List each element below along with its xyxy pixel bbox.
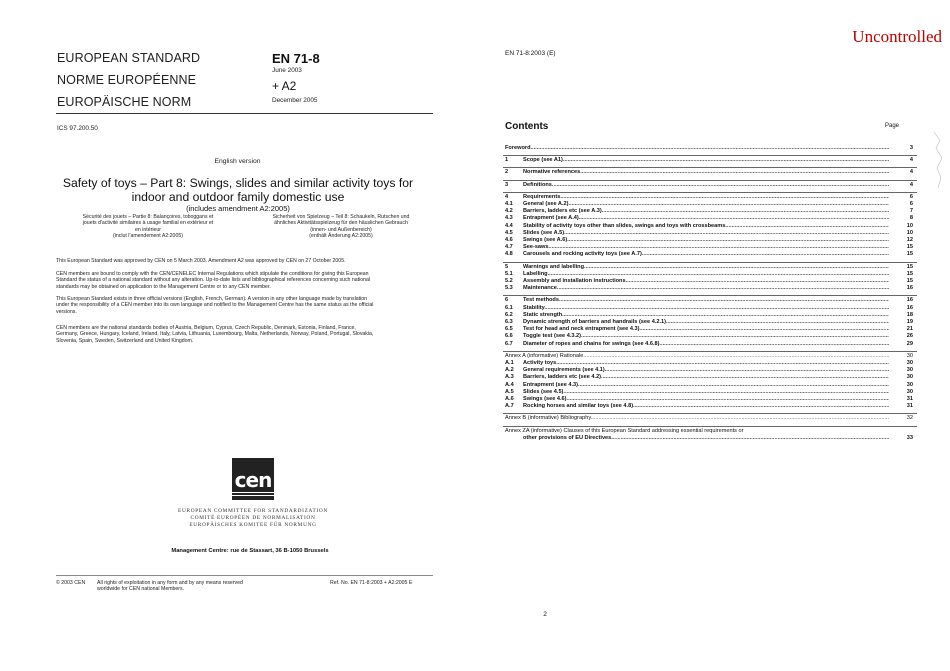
scan-mark bbox=[930, 130, 948, 190]
bodies-line: Slovenia, Spain, Sweden, Switzerland and United Kingdom. bbox=[56, 337, 194, 344]
toc-entry bbox=[505, 251, 915, 258]
toc-entry-number: 5.1 bbox=[505, 270, 513, 277]
french-title-line: jouets d'activité similaires à usage familial en extérieur et bbox=[82, 220, 214, 227]
toc-entry bbox=[505, 244, 915, 251]
toc-separator bbox=[503, 262, 917, 263]
toc-entry bbox=[505, 194, 915, 201]
toc-entry-title: Diameter of ropes and chains for swings (see 4.6.8) ..... bbox=[523, 341, 889, 348]
toc-entry-page: 6 bbox=[909, 201, 913, 207]
toc-entry-number: 5.2 bbox=[505, 278, 513, 284]
members-line: CEN members are bound to comply with the CEN/CENELEC Internal Regulations which stipulate the conditions for giving this European bbox=[56, 271, 369, 277]
toc-entry-page: 4 bbox=[909, 181, 913, 188]
bodies-line: CEN members are the national standards bodies of Austria, Belgium, Cyprus, Czech Republic, Denmark, Estonia, Finland, France, bbox=[56, 325, 356, 331]
toc-entry-title: Static strength ..... bbox=[523, 312, 889, 319]
toc-entry-title: Entrapment (see 4.3) ..... bbox=[523, 382, 889, 389]
french-title-line: en intérieur bbox=[135, 226, 161, 233]
versions-paragraph bbox=[56, 296, 441, 315]
toc-entry-title: Normative references ..... bbox=[523, 169, 889, 176]
toc-entry-number: A.7 bbox=[505, 403, 514, 410]
toc-separator bbox=[503, 351, 917, 352]
toc-separator bbox=[503, 295, 917, 296]
org-line: EUROPÄISCHES KOMITEE FÜR NORMUNG bbox=[189, 522, 317, 529]
toc-entry bbox=[505, 435, 915, 442]
toc-entry bbox=[505, 403, 915, 410]
toc-entry-page: 30 bbox=[906, 360, 913, 366]
german-title-line: (enthält Änderung A2:2005) bbox=[309, 232, 373, 239]
toc-entry-number: 2 bbox=[505, 169, 509, 176]
logo-stripe bbox=[232, 492, 274, 493]
toc-entry-page: 29 bbox=[906, 340, 913, 347]
toc-entry-title: Stability of activity toys other than slides, swings and toys with crossbeams ..... bbox=[523, 223, 889, 230]
toc-entry-number: 4.8 bbox=[505, 251, 513, 258]
toc-entry bbox=[505, 326, 915, 333]
toc-entry-title: See-saws ..... bbox=[523, 244, 889, 251]
members-paragraph bbox=[56, 271, 441, 290]
toc-entry-title: Swings (see A.6) ..... bbox=[523, 237, 889, 244]
toc-entry-title: Swings (see 4.6) ..... bbox=[523, 396, 889, 403]
toc-entry-title: Test methods ..... bbox=[523, 297, 889, 304]
toc-entry-page: 15 bbox=[906, 251, 913, 258]
toc-entry-page: 30 bbox=[906, 374, 913, 381]
toc-entry-page: 30 bbox=[906, 352, 913, 359]
toc-entry-title: Activity toys ..... bbox=[523, 360, 889, 367]
toc-entry bbox=[505, 278, 915, 285]
toc-separator bbox=[503, 426, 917, 427]
versions-line: This European Standard exists in three official versions (English, French, German). A version in any other language made by translation bbox=[56, 296, 368, 302]
title-line-1: Safety of toys – Part 8: Swings, slides and similar activity toys for bbox=[62, 176, 414, 190]
toc-entry-number: 6.5 bbox=[505, 326, 513, 333]
toc-entry-title: General (see A.2) ..... bbox=[523, 201, 889, 208]
toc-entry-page: 16 bbox=[906, 285, 913, 292]
toc-entry-page: 12 bbox=[906, 237, 913, 243]
toc-entry-page: 16 bbox=[906, 297, 913, 304]
rights-text bbox=[97, 580, 243, 593]
toc-entry bbox=[505, 312, 915, 319]
reference-number: Ref. No. EN 71-8:2003 + A2:2005 E bbox=[330, 580, 413, 586]
toc-entry bbox=[505, 230, 915, 237]
toc-entry-number: 4.2 bbox=[505, 208, 513, 215]
toc-entry-title: Rocking horses and similar toys (see 4.8) ..... bbox=[523, 403, 889, 410]
toc-entry-page: 16 bbox=[906, 304, 913, 311]
versions-line: under the responsibility of a CEN member into its own language and notified to the Management Centre has the same status as the official bbox=[56, 302, 374, 309]
toc-entry-number: 4.5 bbox=[505, 229, 513, 236]
toc-entry bbox=[505, 201, 915, 208]
toc-entry-number: 6.3 bbox=[505, 319, 513, 325]
toc-entry-page: 26 bbox=[906, 333, 913, 340]
toc-entry-title: Definitions ..... bbox=[523, 182, 889, 189]
toc-entry-title: Stability ..... bbox=[523, 305, 889, 312]
toc-entry-page: 30 bbox=[906, 381, 913, 388]
logo-stripe bbox=[232, 495, 274, 496]
toc-entry-title: Requirements ..... bbox=[523, 194, 889, 201]
german-title bbox=[246, 214, 436, 239]
toc-entry-page: 30 bbox=[906, 388, 913, 395]
date-june-2003: June 2003 bbox=[272, 67, 302, 74]
toc-entry bbox=[505, 333, 915, 340]
toc-entry-number: 5 bbox=[505, 263, 509, 270]
toc-entry-number: A.1 bbox=[505, 360, 514, 366]
toc-entry bbox=[505, 145, 915, 152]
toc-entry-number: A.5 bbox=[505, 388, 514, 395]
toc-entry-page: 33 bbox=[906, 434, 913, 441]
german-title-line: ähnliches Aktivitätsspielzeug für den häuslichen Gebrauch bbox=[274, 220, 408, 227]
management-centre: Management Centre: rue de Stassart, 36 B-1050 Brussels bbox=[171, 548, 329, 554]
toc-entry-number: A.2 bbox=[505, 367, 514, 374]
toc-entry bbox=[505, 182, 915, 189]
toc-entry bbox=[505, 382, 915, 389]
toc-entry bbox=[505, 271, 915, 278]
toc-entry bbox=[505, 208, 915, 215]
toc-entry bbox=[505, 305, 915, 312]
toc-separator bbox=[503, 155, 917, 156]
standard-name-fr: NORME EUROPÉENNE bbox=[57, 73, 197, 87]
toc-separator bbox=[503, 413, 917, 414]
toc-entry-page: 6 bbox=[909, 193, 913, 200]
toc-entry-number: 5.3 bbox=[505, 285, 513, 292]
toc-entry-title: Dynamic strength of barriers and handrails (see 4.2.1) ..... bbox=[523, 319, 889, 326]
toc-entry-title: Labelling ..... bbox=[523, 271, 889, 278]
toc-entry-page: 15 bbox=[906, 278, 913, 284]
running-header: EN 71-8:2003 (E) bbox=[505, 50, 556, 57]
toc-entry bbox=[505, 396, 915, 403]
toc-entry-page: 21 bbox=[906, 326, 913, 333]
toc-entry-title: Barriers, ladders etc (see A.3) ..... bbox=[523, 208, 889, 215]
toc-entry bbox=[505, 374, 915, 381]
toc-entry-title: other provisions of EU Directives. ..... bbox=[523, 435, 889, 442]
uncontrolled-stamp: Uncontrolled bbox=[852, 27, 942, 46]
toc-entry bbox=[505, 223, 915, 230]
header-rule bbox=[56, 113, 433, 114]
cen-logo-text: cen bbox=[234, 468, 272, 492]
toc-entry-number: 1 bbox=[505, 157, 509, 164]
toc-entry bbox=[505, 264, 915, 271]
approval-text: This European Standard was approved by CEN on 5 March 2003. Amendment A2 was approved by CEN on 27 October 2005. bbox=[56, 258, 346, 264]
bodies-line: Germany, Greece, Hungary, Iceland, Ireland, Italy, Latvia, Lithuania, Luxembourg, Malta, Netherlands, Norway, Poland, Portugal, Slovakia, bbox=[56, 331, 374, 338]
ics-code: ICS 97.200.50 bbox=[57, 125, 98, 132]
title-line-3: (includes amendment A2:2005) bbox=[186, 204, 290, 213]
french-title-line: (inclut l'amendement A2:2005) bbox=[113, 232, 183, 239]
toc-entry bbox=[505, 285, 915, 292]
toc-entry-page: 10 bbox=[906, 222, 913, 229]
members-line: standards may be obtained on application to the Management Centre or to any CEN member. bbox=[56, 283, 271, 290]
copyright: © 2003 CEN bbox=[56, 580, 86, 586]
toc-entry-number: 6.6 bbox=[505, 333, 513, 340]
toc-entry-page: 31 bbox=[906, 396, 913, 402]
toc-entry-page: 7 bbox=[909, 208, 913, 215]
toc-entry-number: 4.3 bbox=[505, 215, 513, 222]
toc-entry-page: 8 bbox=[909, 215, 913, 222]
right-page bbox=[475, 0, 950, 671]
toc-entry-title: Maintenance ..... bbox=[523, 285, 889, 292]
toc-entry bbox=[505, 297, 915, 304]
toc-entry-number: 4.4 bbox=[505, 222, 513, 229]
toc-entry-page: 30 bbox=[906, 367, 913, 374]
toc-entry bbox=[505, 237, 915, 244]
standard-name-de: EUROPÄISCHE NORM bbox=[57, 95, 192, 109]
toc-entry bbox=[505, 353, 915, 360]
toc-entry-page: 19 bbox=[906, 319, 913, 325]
toc-entry bbox=[505, 428, 915, 435]
toc-entry-number: A.6 bbox=[505, 396, 514, 402]
version-label: English version bbox=[214, 158, 261, 165]
title-line-2: indoor and outdoor family domestic use bbox=[131, 190, 345, 204]
toc-separator bbox=[503, 167, 917, 168]
contents-title: Contents bbox=[505, 121, 549, 132]
footer-rule bbox=[56, 575, 433, 576]
members-line: Standard the status of a national standard without any alteration. Up-to-date lists and bibliographical references concerning such national bbox=[56, 277, 371, 284]
toc-entry-number: 4.1 bbox=[505, 201, 513, 207]
toc-entry-page: 10 bbox=[906, 229, 913, 236]
toc-entry-page: 15 bbox=[906, 270, 913, 277]
toc-entry-number: 4.7 bbox=[505, 244, 513, 251]
toc-entry-title: Warnings and labelling ..... bbox=[523, 264, 889, 271]
german-title-line: (innen- und Außenbereich) bbox=[310, 226, 372, 233]
toc-entry-number: A.4 bbox=[505, 381, 514, 388]
toc-entry-title: Annex ZA (informative) Clauses of this European Standard addressing essential requirements or bbox=[505, 427, 744, 434]
toc-entry bbox=[505, 157, 915, 164]
toc-entry-title: Entrapment (see A.4) ..... bbox=[523, 215, 889, 222]
toc-entry-page: 3 bbox=[909, 145, 913, 151]
toc-separator bbox=[503, 192, 917, 193]
standard-name-en: EUROPEAN STANDARD bbox=[57, 51, 201, 65]
toc-entry-title: Slides (see 4.5) ..... bbox=[523, 389, 889, 396]
toc-entry bbox=[505, 319, 915, 326]
toc-entry-number: 6.2 bbox=[505, 311, 513, 318]
en-number: EN 71-8 bbox=[272, 51, 320, 66]
german-title-line: Sicherheit von Spielzeug – Teil 8: Schaukeln, Rutschen und bbox=[272, 214, 410, 220]
toc-entry-title: Toggle test (see 4.3.2) ..... bbox=[523, 333, 889, 340]
cen-organisation bbox=[168, 508, 338, 530]
toc-entry bbox=[505, 360, 915, 367]
toc-entry-title: General requirements (see 4.1) ..... bbox=[523, 367, 889, 374]
toc-entry bbox=[505, 367, 915, 374]
toc-entry-title: Slides (see A.5) ..... bbox=[523, 230, 889, 237]
amendment-label: + A2 bbox=[272, 79, 297, 93]
toc-entry-title: Annex B (informative) Bibliography ..... bbox=[505, 415, 889, 422]
versions-line: versions. bbox=[56, 308, 77, 315]
org-line: EUROPEAN COMMITTEE FOR STANDARDIZATION bbox=[178, 508, 328, 514]
bodies-paragraph bbox=[56, 325, 441, 344]
french-title-line: Sécurité des jouets – Partie 8: Balançoires, toboggans et bbox=[82, 214, 214, 220]
date-december-2005: December 2005 bbox=[272, 97, 318, 104]
toc-entry-title: Carousels and rocking activity toys (see A.7) ..... bbox=[523, 251, 889, 258]
rights-line: worldwide for CEN national Members. bbox=[97, 586, 185, 593]
toc-entry-page: 18 bbox=[906, 311, 913, 318]
toc-separator bbox=[503, 180, 917, 181]
toc-entry bbox=[505, 341, 915, 348]
toc-entry-page: 32 bbox=[906, 415, 913, 422]
cen-logo bbox=[232, 458, 274, 500]
toc-entry-title: Foreword ..... bbox=[505, 145, 889, 152]
page-column-label: Page bbox=[885, 123, 900, 129]
toc-entry-number: A.3 bbox=[505, 374, 514, 381]
toc-entry-page: 15 bbox=[906, 244, 913, 251]
french-title bbox=[58, 214, 238, 239]
toc-entry-number: 6 bbox=[505, 297, 509, 304]
toc-entry-title: Test for head and neck entrapment (see 4.3) ..... bbox=[523, 326, 889, 333]
toc-entry-title: Annex A (informative) Rationale ..... bbox=[505, 353, 889, 360]
toc-entry-title: Scope (see A1) ..... bbox=[523, 157, 889, 164]
toc-entry-page: 15 bbox=[906, 263, 913, 270]
toc-entry-title: Assembly and installation instructions ..... bbox=[523, 278, 889, 285]
toc-entry-page: 31 bbox=[906, 403, 913, 410]
page-number: 2 bbox=[543, 611, 547, 618]
toc-entry bbox=[505, 415, 915, 422]
org-line: COMITÉ EUROPÉEN DE NORMALISATION bbox=[190, 515, 316, 522]
toc-entry-title: Barriers, ladders etc (see 4.2) ..... bbox=[523, 374, 889, 381]
toc-entry bbox=[505, 169, 915, 176]
toc-entry-page: 4 bbox=[909, 157, 913, 164]
toc-entry-number: 6.7 bbox=[505, 340, 513, 347]
toc-entry-number: 6.1 bbox=[505, 304, 513, 311]
toc-entry-number: 4.6 bbox=[505, 237, 513, 243]
toc-entry-number: 3 bbox=[505, 181, 509, 188]
toc-entry bbox=[505, 215, 915, 222]
rights-line: All rights of exploitation in any form and by any means reserved bbox=[97, 580, 243, 586]
toc-entry-page: 4 bbox=[909, 169, 913, 176]
toc-entry bbox=[505, 389, 915, 396]
toc-entry-number: 4 bbox=[505, 193, 509, 200]
